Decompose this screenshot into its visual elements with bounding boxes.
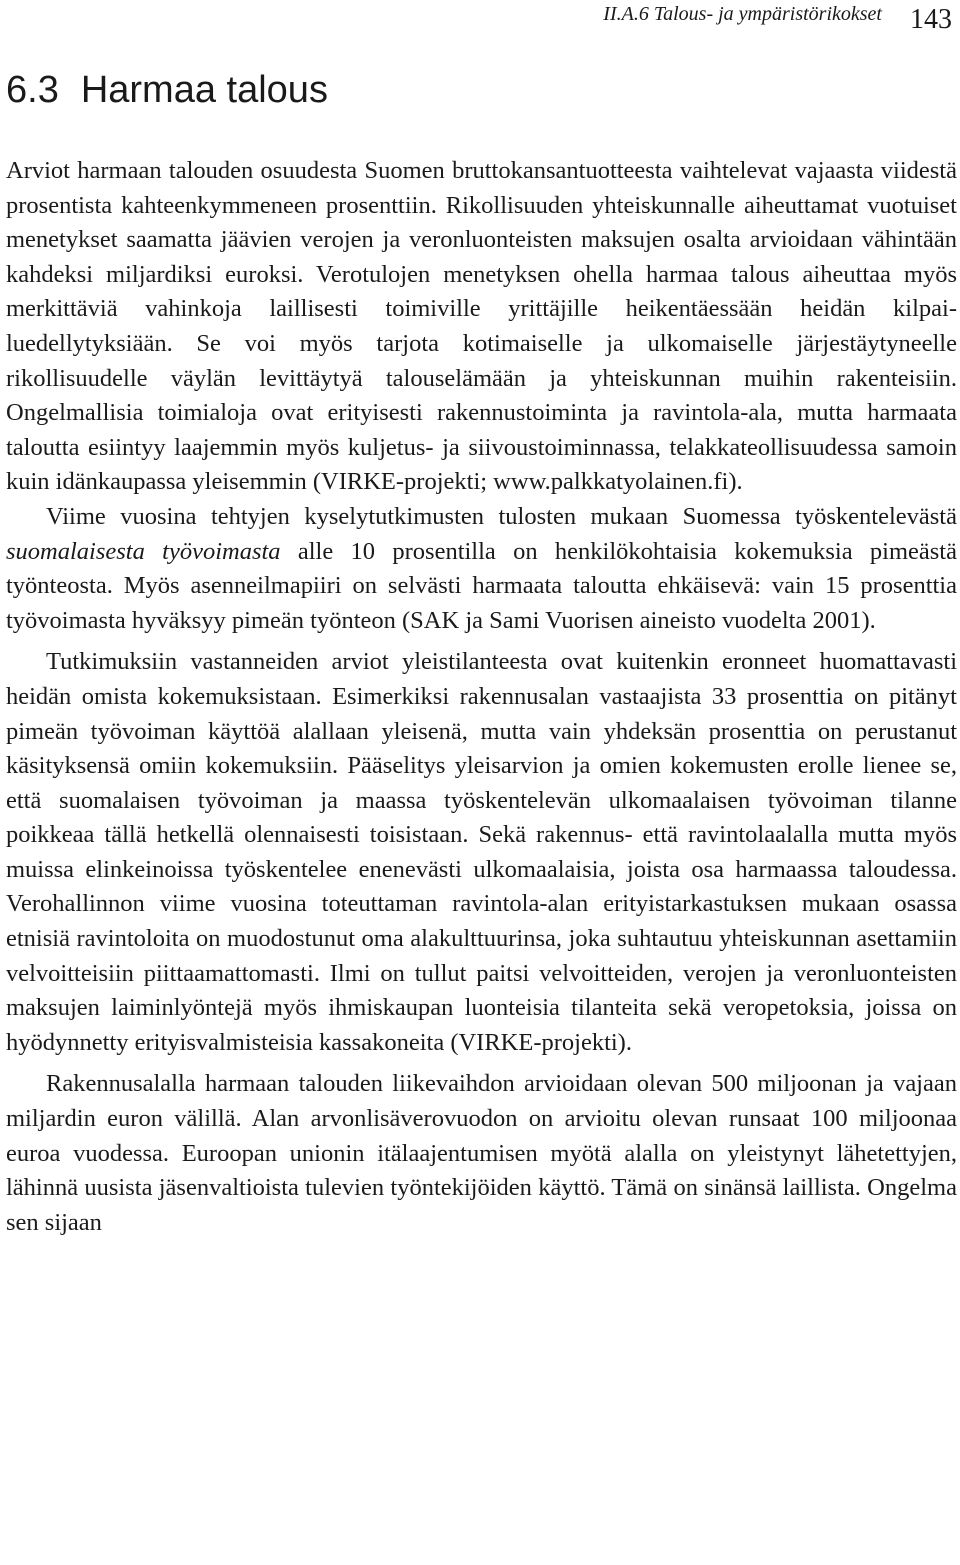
body-text xyxy=(6,154,957,1240)
paragraph-3: Tutkimuksiin vastanneiden arviot yleistilanteesta ovat kuitenkin eronneet huomattavasti heidän omista kokemuksistaan. Esimerkiksi rakennusalan vastaajista 33 prosenttia on pitänyt pimeän työvoiman käyttöä alallaan yleisenä, mutta vain yhdeksän prosenttia on perustanut käsityksensä omiin kokemuksiin. Pääselitys yleisarvion ja omien kokemusten erolle lienee se, että suomalaisen työvoiman ja maassa työskentelevän ulkomaalaisen työvoiman tilanne poikkeaa tällä hetkellä olennaisesti toisistaan. Sekä rakennus- että ravintolaalalla mutta myös muissa elinkeinoissa työskentelee enenevästi ulkomaalaisia, joista osa harmaassa taloudessa. Verohallinnon viime vuosina toteuttaman ravintola-alan erityistarkastuksen mukaan osassa etnisiä ravintoloita on muodostunut oma alakulttuurinsa, joka suhtautuu yhteiskunnan asettamiin velvoitteisiin piittaamattomasti. Ilmi on tullut paitsi velvoitteiden, verojen ja veronluonteisten maksujen laiminlyöntejä myös ihmiskaupan luonteisia tilanteita sekä veropetoksia, joissa on hyödynnetty erityisvalmisteisia kassakoneita (VIRKE-projekti). xyxy=(6,648,957,1056)
section-number: 6.3 xyxy=(6,69,59,111)
running-title: II.A.6 Talous- ja ympäristörikokset xyxy=(603,3,882,25)
paragraph-1: Arviot harmaan talouden osuudesta Suomen bruttokansantuotteesta vaihtelevat vajaasta viidestä prosentista kahteenkymmeneen prosenttiin. Rikollisuuden yhteiskunnalle aiheuttamat vuotuiset menetykset saamatta jäävien verojen ja veronluonteisten maksujen osalta arvioidaan vähintään kahdeksi miljardiksi euroksi. Verotulojen menetyksen ohella harmaa talous aiheuttaa myös merkittäviä vahinkoja laillisesti toimiville yrittäjille heikentäessään heidän kilpailuedellytyksiään. Se voi myös tarjota kotimaiselle ja ulkomaiselle järjestäytyneelle rikollisuudelle väylän levittäytyä talouselämään ja yhteiskunnan muihin rakenteisiin. Ongelmallisia toimialoja ovat erityisesti rakennustoiminta ja ravintola-ala, mutta harmaata taloutta esiintyy laajemmin myös kuljetus- ja siivoustoiminnassa, telakkateollisuudessa samoin kuin idänkaupassa yleisemmin (VIRKE-projekti; www.palkkatyolainen.fi). xyxy=(6,157,957,496)
section-title: Harmaa talous xyxy=(80,69,328,111)
section-heading xyxy=(6,66,328,114)
page-number: 143 xyxy=(910,4,952,35)
paragraph-2-emphasis: suomalaisesta työvoimasta xyxy=(6,537,281,565)
running-header xyxy=(0,0,960,35)
paragraph-2-text-end: alle 10 prosentilla on henkilökohtaisia kokemuksia pimeästä työnteosta. Myös asenneilmapiiri on selvästi harmaata taloutta ehkäisevä: vain 15 prosenttia työvoimasta hyväksyy pimeän työnteon (SAK ja Sami Vuorisen aineisto vuodelta 2001). xyxy=(6,537,957,634)
paragraph-2 xyxy=(6,500,957,638)
paragraph-2-text-start: Viime vuosina tehtyjen kyselytutkimusten tulosten mukaan Suomessa työskentelevästä xyxy=(46,502,957,530)
paragraph-4: Rakennusalalla harmaan talouden liikevaihdon arvioidaan olevan 500 miljoonan ja vajaan miljardin euron välillä. Alan arvonlisäverovuodon on arvioitu olevan runsaat 100 miljoonaa euroa vuodessa. Euroopan unionin itälaajentumisen myötä alalla on yleistynyt lähetettyjen, lähinnä uusista jäsenvaltioista tulevien työntekijöiden käyttö. Tämä on sinänsä laillista. Ongelma sen sijaan xyxy=(6,1070,957,1236)
